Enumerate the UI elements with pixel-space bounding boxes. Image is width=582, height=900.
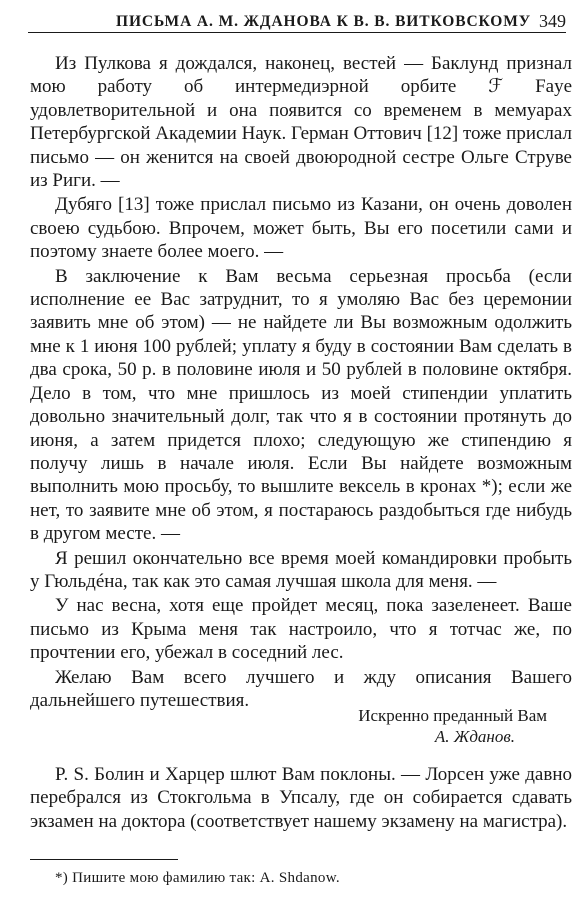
postscript: P. S. Болин и Харцер шлют Вам поклоны. — Лорсен уже давно перебрался из Стокгольма в Упсалу, где он собирается сдавать экзамен на доктора (соответствует нашему экзамену на магистра). [30, 764, 572, 832]
paragraph-pulkovo-news: Из Пулкова я дождался, наконец, вестей — Баклунд признал мою работу об интермедиэрной орбите ℱ Faye удовлетворительной и она появится со временем в мемуарах Петербургской Академии Наук. Герман Оттович [12] тоже прислал письмо — он женится на своей двоюродной сестре Ольге Струве из Риги. — [30, 53, 572, 192]
footnote: *) Пишите мою фамилию так: A. Shdanow. [55, 870, 340, 886]
paragraph-dubyago: Дубяго [13] тоже прислал письмо из Казани, он очень доволен своею судьбою. Впрочем, может быть, Вы его посетили сами и поэтому знаете более моего. — [30, 194, 572, 263]
page-header [28, 6, 566, 33]
page-number: 349 [539, 11, 566, 31]
signature-name: А. Жданов. [434, 727, 515, 746]
paragraph-gylden: Я решил окончательно все время моей командировки пробыть у Гюльдéна, так как это самая лучшая школа для меня. — [30, 547, 572, 592]
paragraph-spring: У нас весна, хотя еще пройдет месяц, пока зазеленеет. Ваше письмо из Крыма меня так настроило, что я тотчас же, по прочтении его, убежал в соседний лес. [30, 595, 572, 664]
signature-closing: Искренно преданный Вам [358, 706, 547, 725]
footnote-divider [30, 859, 178, 860]
paragraph-wishes: Желаю Вам всего лучшего и жду описания Вашего дальнейшего путешествия. [30, 666, 572, 711]
paragraph-loan-request: В заключение к Вам весьма серьезная просьба (если исполнение ее Вас затруднит, то я умоляю Вас без церемонии заявить мне об этом) — не найдете ли Вы возможным одолжить мне к 1 июня 100 рублей; уплату я буду в состоянии Вам сделать в два срока, 50 р. в половине июля и 50 рублей в половине октября. Дело в том, что мне пришлось из моей стипендии уплатить довольно значительный долг, так что я в состоянии протянуть до июня, а затем придется плохо; следующую же стипендию я получу лишь в начале июля. Если Вы найдете возможным выполнить мою просьбу, то вышлите вексель в кронах *); если же нет, то заявите мне об этом, я постараюсь раздобыться где нибудь в другом месте. — [30, 265, 572, 545]
signature-block [358, 705, 547, 747]
letter-body [30, 52, 572, 712]
running-head: ПИСЬМА А. М. ЖДАНОВА К В. В. ВИТКОВСКОМУ [116, 13, 532, 30]
